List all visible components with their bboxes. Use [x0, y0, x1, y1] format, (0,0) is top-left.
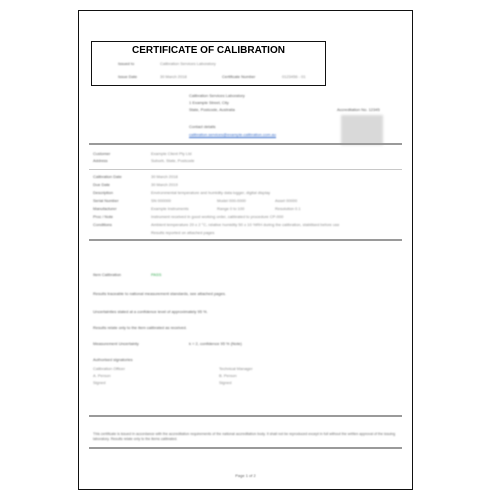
statement-line: Uncertainties stated at a confidence level of approximately 95 %. — [93, 309, 208, 314]
divider — [89, 143, 402, 145]
issue-date-label: Issue Date — [118, 74, 138, 79]
instrument-value: Resolution 0.1 — [275, 206, 301, 211]
signatory-cell: A. Person — [93, 373, 111, 378]
uncertainty-label: Measurement Uncertainty — [93, 341, 139, 346]
certificate-header-box — [91, 41, 326, 86]
statement-line: Results relate only to the item calibrated as received. — [93, 325, 187, 330]
accreditation-logo — [341, 115, 383, 145]
signatory-cell: Signed — [93, 380, 106, 385]
instrument-value: 30 March 2019 — [151, 182, 178, 187]
page-number: Page 1 of 2 — [235, 473, 256, 478]
uncertainty-note: k = 2, confidence 95 % (Note) — [189, 341, 242, 346]
signatories-heading: Authorised signatories — [93, 357, 133, 362]
certificate-page — [78, 10, 413, 490]
issuer-email-link[interactable]: calibration.services@example-calibration.com.au — [189, 132, 276, 137]
issuer-line: Calibration Services Laboratory — [189, 93, 245, 98]
result-pass-badge: PASS — [151, 272, 162, 277]
statement-line: Results traceable to national measurement standards, see attached pages. — [93, 291, 226, 296]
instrument-value: Instrument received in good working order, calibrated to procedure CP-000 — [151, 214, 284, 219]
instrument-label: Calibration Date — [93, 174, 122, 179]
issue-date-value: 30 March 2018 — [160, 74, 187, 79]
instrument-label: Description — [93, 190, 114, 195]
issuer-line: 1 Example Street, City — [189, 100, 229, 105]
issued-to-value: Calibration Services Laboratory — [160, 61, 216, 66]
issuer-line: State, Postcode, Australia — [189, 107, 235, 112]
instrument-value: 30 March 2018 — [151, 174, 178, 179]
instrument-label: Conditions — [93, 222, 112, 227]
signatory-cell: Calibration Officer — [93, 366, 125, 371]
signatory-cell: B. Person — [219, 373, 237, 378]
instrument-label: Proc / Note — [93, 214, 114, 219]
instrument-value: Example Instruments — [151, 206, 189, 211]
certificate-title: CERTIFICATE OF CALIBRATION — [132, 45, 285, 56]
instrument-value: Results reported on attached pages — [151, 230, 215, 235]
address-value: Suburb, State, Postcode — [151, 158, 195, 163]
instrument-value: Model 000-0000 — [217, 198, 246, 203]
divider — [89, 415, 402, 417]
disclaimer-text: This certificate is issued in accordance with the accreditation requirements of the national accreditation body. It shall not be reproduced except in full without the written approval of the issuing laboratory. Results relate only to the items calibrated. — [93, 432, 396, 441]
divider — [89, 239, 402, 241]
instrument-label: Manufacturer — [93, 206, 117, 211]
issuer-contact-label: Contact details — [189, 124, 216, 129]
divider — [89, 447, 402, 449]
instrument-label: Due Date — [93, 182, 110, 187]
instrument-value: SN 000000 — [151, 198, 172, 203]
certificate-number-value: 0123456 - 01 — [282, 74, 306, 79]
result-label: Item Calibration — [93, 272, 122, 277]
instrument-value: Ambient temperature 20 ± 2 °C, relative humidity 50 ± 10 %RH during the calibration, stabilised before use — [151, 222, 340, 227]
divider — [89, 169, 402, 170]
signatory-cell: Signed — [219, 380, 232, 385]
accreditation-number: Accreditation No. 12345 — [337, 107, 380, 112]
address-label: Address — [93, 158, 108, 163]
instrument-value: Asset 00000 — [275, 198, 298, 203]
customer-value: Example Client Pty Ltd — [151, 151, 192, 156]
issued-to-label: Issued to — [118, 61, 135, 66]
certificate-number-label: Certificate Number — [222, 74, 256, 79]
instrument-value: Environmental temperature and humidity data logger, digital display — [151, 190, 271, 195]
signatory-cell: Technical Manager — [219, 366, 253, 371]
instrument-value: Range 0 to 100 — [217, 206, 245, 211]
instrument-label: Serial Number — [93, 198, 119, 203]
customer-label: Customer — [93, 151, 111, 156]
